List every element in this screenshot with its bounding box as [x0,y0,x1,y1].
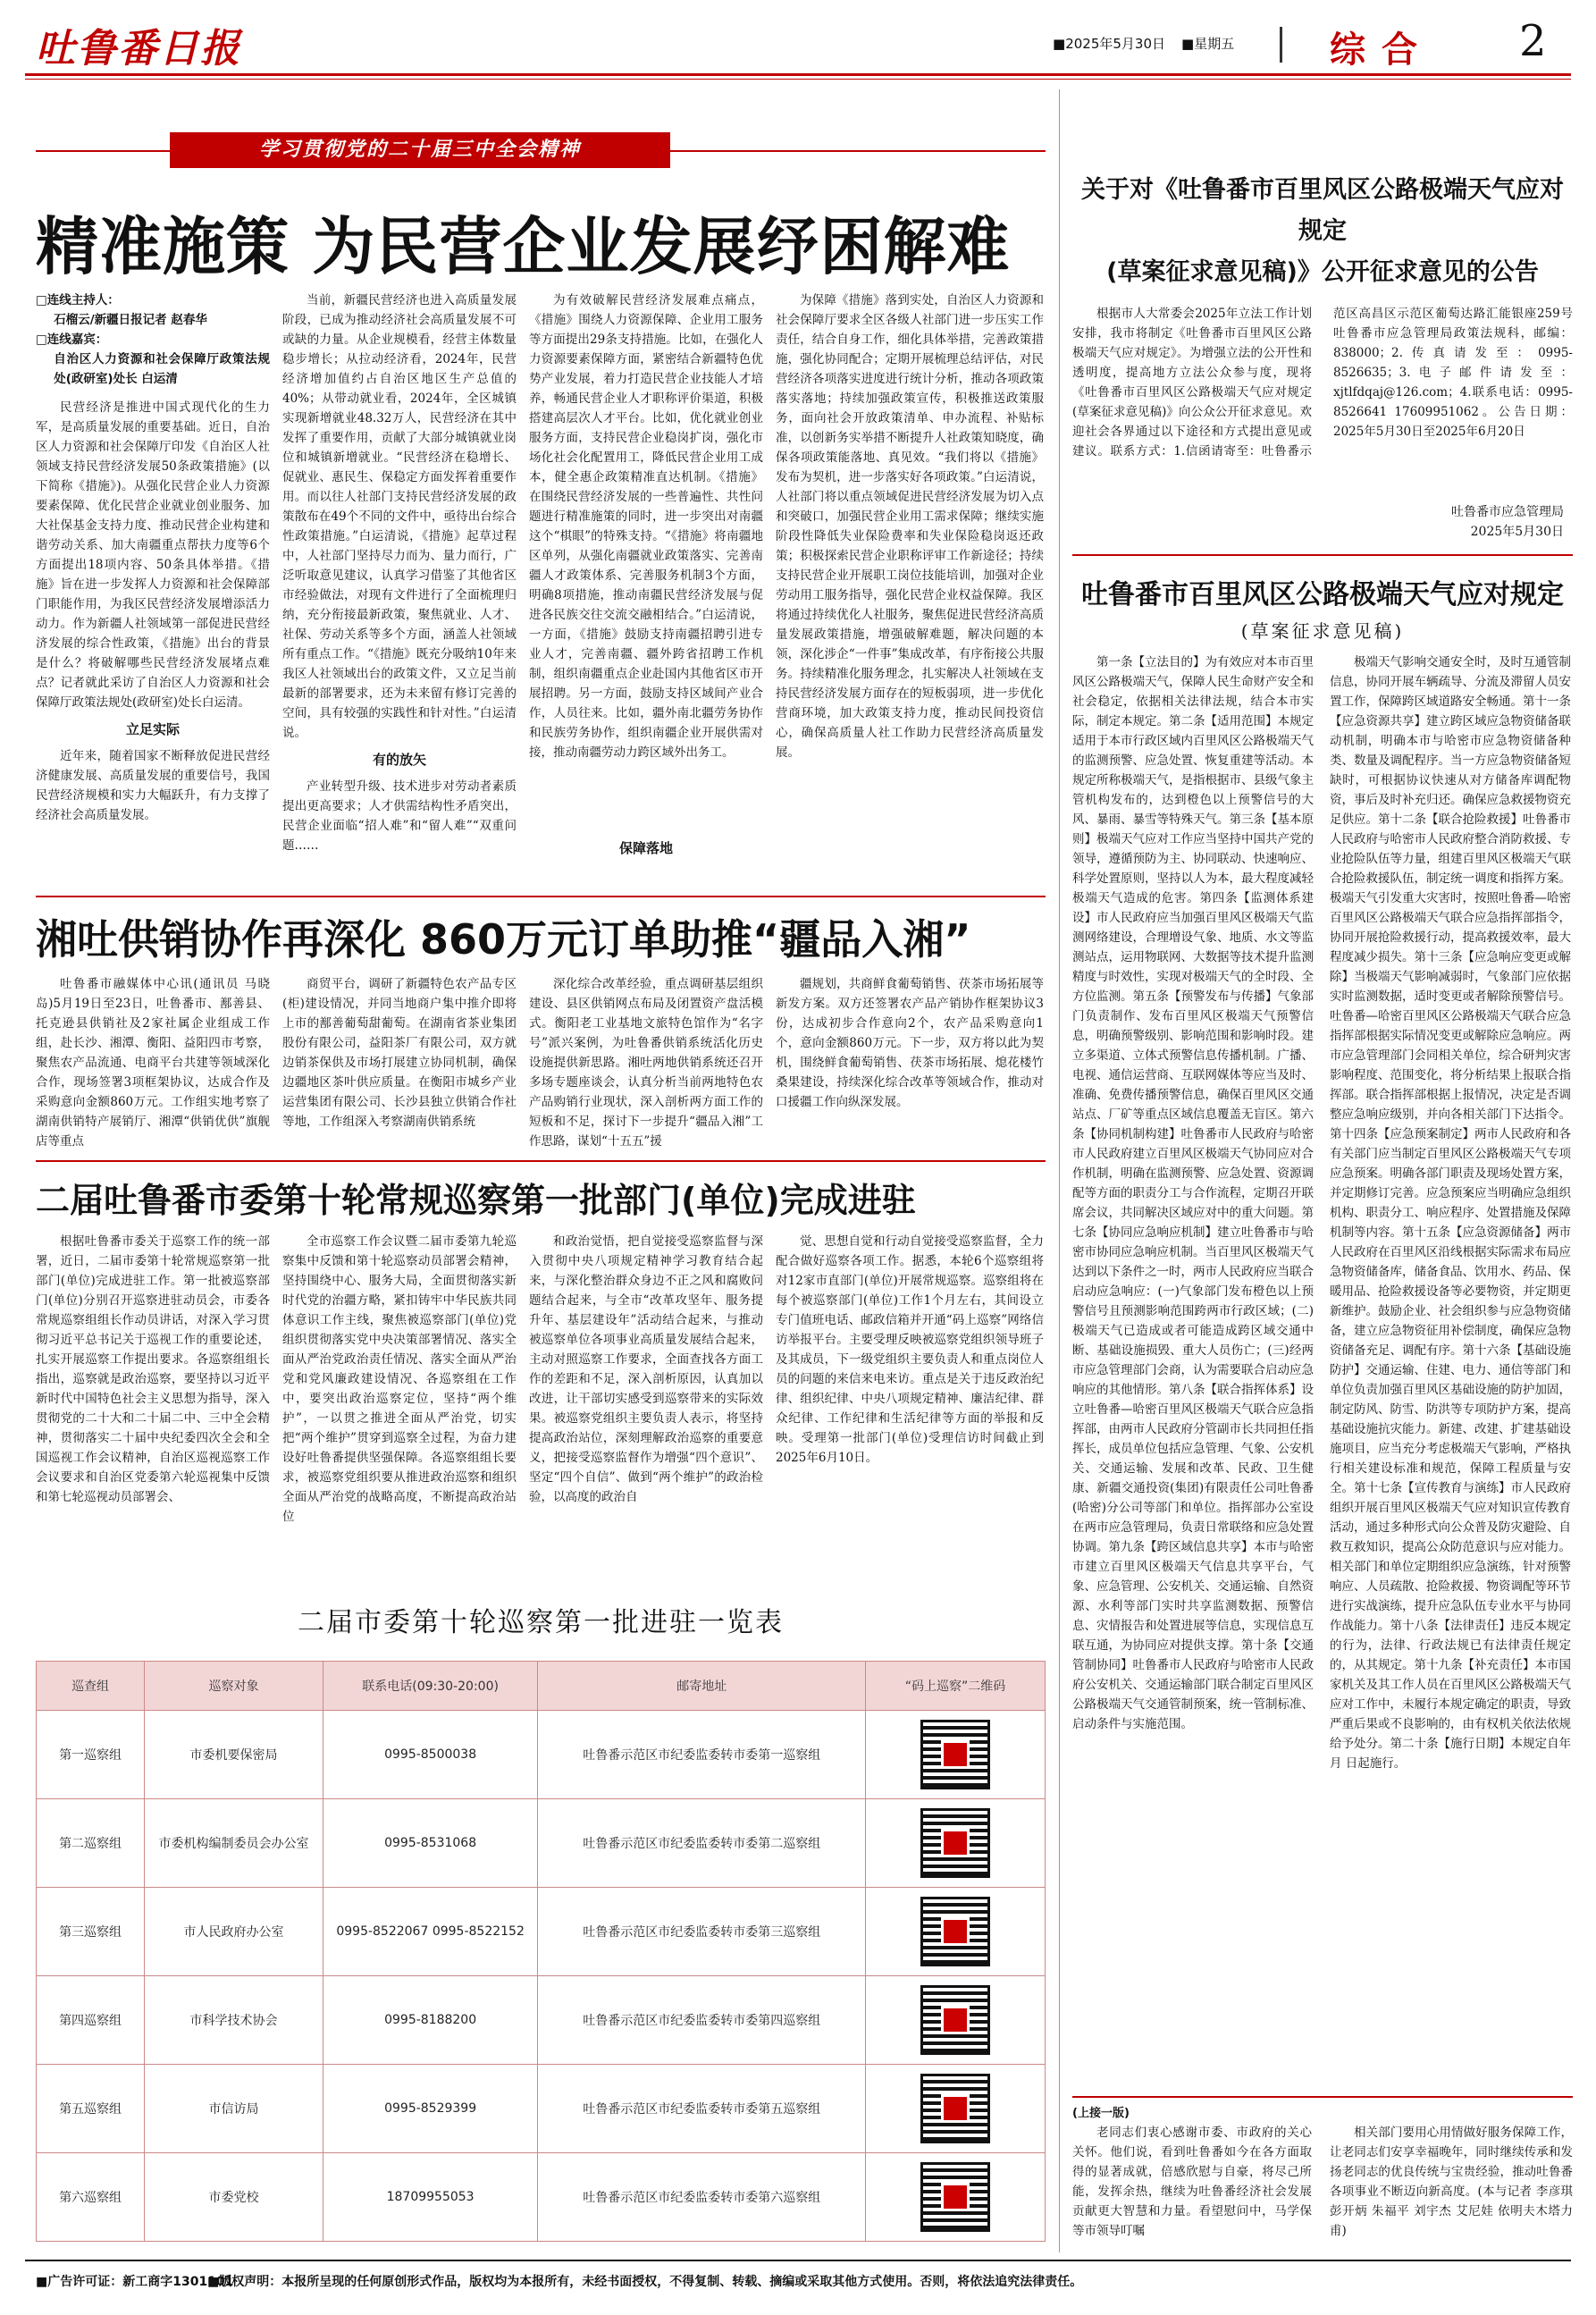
th-address: 邮寄地址 [538,1662,866,1711]
article-1-headline: 精准施策 为民营企业发展纾困解难 [36,210,1011,283]
newspaper-logo: 吐鲁番日报 [36,26,241,72]
inspection-table [36,1661,1046,2242]
notice-divider [1072,554,1573,556]
continued-text-2: 相关部门要用心用情做好服务保障工作，让老同志们安享幸福晚年，同时继续传承和发扬老同志的优良传统与宝贵经验，推动吐鲁番各项事业不断迈向新高度。(本与记者 李彦琪 彭开炳 朱福平 刘宇杰 艾尼娃 依明夫木塔力甫) [1330,2126,1573,2238]
article-2-text-4: 疆规划，共商鲜食葡萄销售、茯茶市场拓展等新发方案。双方还签署农产品产销协作框架协议3份，达成初步合作意向2个，农产品采购意向1个，意向金额860万元。下一步，双方将以此为契机，围绕鲜食葡萄销售、茯茶市场拓展、熄花楼竹桑果建设，持续深化综合改革等领域合作，推动对口援疆工作向纵深发展。 [776,977,1044,1109]
section-name: 综合 [1330,29,1433,71]
notice-signer: 吐鲁番市应急管理局 2025年5月30日 [1451,505,1564,539]
continued-col-1 [1072,2123,1312,2248]
table-title: 二届市委第十轮巡察第一批进驻一览表 [298,1607,784,1638]
cell-target: 市人民政府办公室 [145,1888,323,1976]
cell-address: 吐鲁番示范区市纪委监委转市委第二巡察组 [538,1799,866,1888]
cell-group: 第五巡察组 [37,2065,145,2153]
article-2-text-2: 商贸平台，调研了新疆特色农产品专区(柜)建设情况，并同当地商户集中推介即将上市的鄯善葡萄甜葡萄。在湖南省茶业集团股份有限公司，益阳茶厂有限公司，双方就边销茶保供及市场打展建立协同机制，确保边疆地区茶叶供应质量。在衡阳市城乡产业运营集团有限公司、长沙县独立供销合作社等地，工作组深入考察湖南供销系统 [282,977,517,1129]
cell-group: 第四巡察组 [37,1976,145,2065]
table-row [37,1976,1046,2065]
article-2-col-2 [282,974,517,1153]
article-3-headline: 二届吐鲁番市委第十轮常规巡察第一批部门(单位)完成进驻 [36,1181,916,1220]
section-divider-2 [36,1160,1046,1162]
article-1-col-3 [529,290,763,854]
cell-qr [866,1799,1046,1888]
table-row [37,1711,1046,1799]
article-1-col-1 [36,290,270,854]
cell-phone: 0995-8188200 [323,1976,538,2065]
masthead-rule [25,73,1571,76]
continued-label: (上接一版) [1072,2107,1130,2120]
th-phone: 联系电话(09:30-20:00) [323,1662,538,1711]
banner-rule-right [670,150,1046,152]
continued-col-2 [1330,2123,1573,2248]
article-2-col-3 [529,974,763,1153]
article-3-col-2 [282,1232,517,1536]
article-3-text-2: 全市巡察工作会议暨二届市委第九轮巡察集中反馈和第十轮巡察动员部署会精神，坚持围绕中心、服务大局，全面贯彻落实新时代党的治疆方略，紧扣铸牢中华民族共同体意识工作主线，聚焦被巡察部门(单位)党组织贯彻落实党中央决策部署情况、落实全面从严治党政治责任情况、落实全面从严治党和党风廉政建设情况、各巡察组在工作中，要突出政治巡察定位，坚持“两个维护”，一以贯之推进全面从严治党，切实把“两个维护”贯穿到巡察全过程，为奋力建设好吐鲁番提供坚强保障。各巡察组组长要求，被巡察党组织要从推进政治巡察和组织全面从严治党的战略高度，不断提高政治站位 [282,1234,517,1524]
article-1-text-3: 为有效破解民营经济发展难点痛点，《措施》围绕人力资源保障、企业用工服务等方面提出29条支持措施。比如，在强化人力资源要素保障方面，紧密结合新疆特色优势产业发展，着力打造民营企业技能人才培养，畅通民营企业人才职称评价渠道，积极搭建高层次人才平台。比如，优化就业创业服务方面，支持民营企业稳岗扩岗，强化市场化社会化配置用工，降低民营企业用工成本，健全惠企政策精准直达机制。《措施》在围绕民营经济发展的一些普遍性、共性问题进行精准施策的同时，进一步突出对南疆这个“棋眼”的特殊支持。“《措施》将南疆地区单列，从强化南疆就业政策落实、完善南疆人才政策体系、完善服务机制3个方面，明确8项措施，推动南疆民营经济发展与促进各民族交往交流交融相结合。”白运清说，一方面，《措施》鼓励支持南疆招聘引进专业人才，完善南疆、疆外跨省招聘工作机制，组织南疆重点企业赴国内其他省区市开展招聘。另一方面，鼓励支持区域间产业合作，人员往来。比如，疆外南北疆劳务协作和民族劳务协作，组织南疆企业开展供需对接，推动南疆劳动力跨区域外出务工。 [529,293,763,760]
cell-phone: 0995-8529399 [323,2065,538,2153]
article-1-col-2 [282,290,517,854]
regulation-col-1 [1072,652,1314,2190]
article-1-text-1: 民营经济是推进中国式现代化的生力军，是高质量发展的重要基础。近日，自治区人力资源和社会保障厅印发《自治区人社领域支持民营经济发展50条政策措施》(以下简称《措施》)。从强化民营企业人力资源要素保障、优化民营企业就业创业服务、加大社保基金支持力度、推动民营企业构建和谐劳动关系、加大南疆重点帮扶力度等6个方面提出18项内容、50条具体举措。《措施》旨在进一步发挥人力资源和社会保障部门职能作用，为我区民营经济发展增添活力动力。作为新疆人社领域第一部促进民营经济发展的综合性政策，《措施》出台的背景是什么？将破解哪些民营经济发展堵点难点？记者就此采访了自治区人力资源和社会保障厅政策法规处(政研室)处长白运清。 [36,400,270,710]
article-3-text-4: 觉、思想自觉和行动自觉接受巡察监督，全力配合做好巡察各项工作。据悉，本轮6个巡察组将对12家市直部门(单位)开展常规巡察。巡察组将在每个被巡察部门(单位)工作1个月左右，其间设立专门值班电话、邮政信箱并开通“码上巡察”网络信访举报平台。主要受理反映被巡察党组织领导班子及其成员，下一级党组织主要负责人和重点岗位人员的问题的来信来电来访。重点是关于违反政治纪律、组织纪律、中央八项规定精神、廉洁纪律、群众纪律、工作纪律和生活纪律等方面的举报和反映。受理第一批部门(单位)受理信访时间截止到2025年6月10日。 [776,1234,1044,1465]
notice-title: 关于对《吐鲁番市百里风区公路极端天气应对规定 (草案征求意见稿)》公开征求意见的公告 [1081,176,1564,286]
cell-target: 市科学技术协会 [145,1976,323,2065]
section-divider-1 [36,896,1046,897]
guest-name: 自治区人力资源和社会保障厅政策法规处(政研室)处长 白运清 [54,352,270,386]
cell-target: 市委党校 [145,2153,323,2242]
cell-address: 吐鲁番示范区市纪委监委转市委第六巡察组 [538,2153,866,2242]
cell-group: 第一巡察组 [37,1711,145,1799]
subhead-3: 保障落地 [618,840,673,856]
qr-code-icon[interactable] [920,1985,990,2055]
cell-address: 吐鲁番示范区市纪委监委转市委第四巡察组 [538,1976,866,2065]
article-1-text-2: 当前，新疆民营经济也进入高质量发展阶段，已成为推动经济社会高质量发展不可或缺的力量。从企业规模看，经营主体数量稳步增长；从拉动经济看，2024年，民营经济增加值约占自治区地区生产总值的40%；从带动就业看，2024年，全区城镇实现新增就业48.32万人，民营经济在其中发挥了重要作用，贡献了大部分城镇就业岗位和城镇新增就业。“民营经济在稳增长、促就业、惠民生、保稳定方面发挥着重要作用。而以往人社部门支持民营经济发展的政策散布在49个不同的文件中，亟待出台综合性政策措施。”白运清说，《措施》起草过程中，人社部门坚持尽力而为、量力而行，广泛听取意见建议，认真学习借鉴了其他省区市经验做法，对现有文件进行了全面梳理归纳，充分衔接最新政策，聚焦就业、人才、社保、劳动关系等多个方面，涵盖人社领域所有重点工作。“《措施》既充分吸纳10年来我区人社领域出台的政策文件，又立足当前最新的部署要求，还为未来留有修订完善的空间，具有较强的实践性和针对性。”白运清说。 [282,293,517,740]
article-1-text-1b: 近年来，随着国家不断释放促进民营经济健康发展、高质量发展的重要信号，我国民营经济规模和实力大幅跃升，有力支撑了经济社会高质量发展。 [36,749,270,822]
th-group: 巡查组 [37,1662,145,1711]
footer-copyright: ■版权声明：本报所呈现的任何原创形式作品，版权均为本报所有，未经书面授权，不得复制、转载、摘编或采取其他方式使用。否则，将依法追究法律责任。 [207,2275,1083,2289]
article-3-text-1: 根据吐鲁番市委关于巡察工作的统一部署，近日，二届市委第十轮常规巡察第一批部门(单位)完成进驻工作。第一批被巡察部门(单位)分别召开巡察进驻动员会，市委各常规巡察组组长作动员讲话，对深入学习贯彻习近平总书记关于巡视工作的重要论述，扎实开展巡察工作提出要求。各巡察组组长指出，巡察就是政治巡察，要坚持以习近平新时代中国特色社会主义思想为指导，深入贯彻党的二十大和二十届二中、三中全会精神，贯彻落实二十届中央纪委四次全会和全国巡视工作会议精神，自治区巡视巡察工作会议要求和自治区党委第六轮巡视集中反馈和第七轮巡视动员部署会、 [36,1234,270,1504]
masthead-rule-thin [25,79,1571,80]
cell-phone: 0995-8531068 [323,1799,538,1888]
cell-address: 吐鲁番示范区市纪委监委转市委第五巡察组 [538,2065,866,2153]
qr-code-icon[interactable] [920,1720,990,1789]
cell-phone: 0995-8522067 0995-8522152 [323,1888,538,1976]
footer-license: ■广告许可证：新工商字1301101 [36,2275,234,2289]
th-target: 巡察对象 [145,1662,323,1711]
continued-box [1072,2096,1573,2250]
campaign-banner: 学习贯彻党的二十届三中全会精神 [170,132,670,168]
table-row [37,1799,1046,1888]
cell-phone: 18709955053 [323,2153,538,2242]
cell-group: 第三巡察组 [37,1888,145,1976]
table-header-row [37,1662,1046,1711]
article-2-headline: 湘吐供销协作再深化 860万元订单助推“疆品入湘” [36,915,971,964]
cell-group: 第二巡察组 [37,1799,145,1888]
article-1-col-4 [776,290,1044,854]
article-3-col-1 [36,1232,270,1536]
notice-text: 根据市人大常委会2025年立法工作计划安排，我市将制定《吐鲁番市百里风区公路极端天气应对规定》。为增强立法的公开性和透明度，提高地方立法公众参与度，现将《吐鲁番市百里风区公路极端天气应对规定(草案征求意见稿)》向公众公开征求意见。欢迎社会各界通过以下途径和方式提出意见或建议。联系方式：1.信函请寄至：吐鲁番示范区高昌区示范区葡萄达路汇能银座259号吐鲁番市应急管理局政策法规科，邮编：838000；2.传真请发至：0995-8526635；3.电子邮件请发至：xjtlfdqaj@126.com；4.联系电话：0995-8526641 17609951062。公告日期：2025年5月30日至2025年6月20日 [1072,307,1573,459]
regulation-col-2 [1330,652,1571,2092]
page-number: 2 [1519,16,1547,66]
qr-code-icon[interactable] [920,1808,990,1878]
article-3-col-3 [529,1232,763,1536]
table-row [37,1888,1046,1976]
cell-qr [866,1711,1046,1799]
host-name: 石榴云/新疆日报记者 赵春华 [54,313,207,327]
article-2-col-4 [776,974,1044,1153]
cell-phone: 0995-8500038 [323,1711,538,1799]
cell-address: 吐鲁番示范区市纪委监委转市委第一巡察组 [538,1711,866,1799]
regulation-title: 吐鲁番市百里风区公路极端天气应对规定 [1081,579,1564,610]
th-qr: “码上巡察”二维码 [866,1662,1046,1711]
continued-text-1: 老同志们衷心感谢市委、市政府的关心关怀。他们说，看到吐鲁番如今在各方面取得的显著成就，倍感欣慰与自豪，将尽己所能，发挥余热，继续为吐鲁番经济社会发展贡献更大智慧和力量。看望慰问中，马学保等市领导叮嘱 [1072,2126,1312,2238]
masthead [0,0,1596,72]
qr-code-icon[interactable] [920,1897,990,1966]
footer-rule [25,2260,1571,2261]
cell-target: 市信访局 [145,2065,323,2153]
regulation-text-1: 第一条【立法目的】为有效应对本市百里风区公路极端天气，保障人民生命财产安全和社会稳定，依据相关法律法规，结合本市实际，制定本规定。第二条【适用范围】本规定适用于本市行政区域内百里风区公路极端天气的监测预警、应急处置、恢复重建等活动。本规定所称极端天气，是指根据市、县级气象主管机构发布的，达到橙色以上预警信号的大风、暴雨、暴雪等特殊天气。第三条【基本原则】极端天气应对工作应当坚持中国共产党的领导，遵循预防为主、协同联动、快速响应、科学处置原则，坚持以人为本，最大程度减轻极端天气造成的危害。第四条【监测体系建设】市人民政府应当加强百里风区极端天气监测网络建设，合理增设气象、地质、水文等监测站点，运用物联网、大数据等技术提升监测精度与时效性，实现对极端天气的全时段、全方位监测。第五条【预警发布与传播】气象部门负责制作、发布百里风区极端天气预警信息，明确预警级别、影响范围和影响时段。建立多渠道、立体式预警信息传播机制。广播、电视、通信运营商、互联网媒体等应当及时、准确、免费传播预警信息，确保百里风区交通站点、厂矿等重点区域信息覆盖无盲区。第六条【协同机制构建】吐鲁番市人民政府与哈密市人民政府建立百里风区极端天气协同应对合作机制，明确在监测预警、应急处置、资源调配等方面的职责分工与合作流程，定期召开联席会议，共同解决区域应对中的重大问题。第七条【协同应急响应机制】建立吐鲁番市与哈密市协同应急响应机制。当百里风区极端天气达到以下条件之一时，两市人民政府应当联合启动应急响应：(一)气象部门发布橙色以上预警信号且预测影响范围跨两市行政区域；(二)极端天气已造成或者可能造成跨区域交通中断、基础设施损毁、重大人员伤亡；(三)经两市应急管理部门会商，认为需要联合启动应急响应的其他情形。第八条【联合指挥体系】设立吐鲁番—哈密百里风区极端天气联合应急指挥部，由两市人民政府分管副市长共同担任指挥长，成员单位包括应急管理、气象、公安机关、交通运输、发展和改革、民政、卫生健康、新疆交通投资(集团)有限责任公司吐鲁番(哈密)分公司等部门和单位。指挥部办公室设在两市应急管理局，负责日常联络和应急处置协调。第九条【跨区域信息共享】本市与哈密市建立百里风区极端天气信息共享平台，气象、应急管理、公安机关、交通运输、自然资源、水利等部门实时共享监测数据、预警信息、灾情报告和处置进展等信息，实现信息互联互通，为协同应对提供支撑。第十条【交通管制协同】吐鲁番市人民政府与哈密市人民政府公安机关、交通运输部门联合制定百里风区公路极端天气交通管制预案，统一管制标准、启动条件与实施范围。 [1072,655,1314,1731]
cell-group: 第六巡察组 [37,2153,145,2242]
issue-weekday: ■星期五 [1181,36,1235,52]
subhead-2: 有的放矢 [372,752,426,768]
cell-qr [866,1976,1046,2065]
qr-code-icon[interactable] [920,2162,990,2232]
regulation-subtitle: (草案征求意见稿) [1240,620,1405,642]
article-2-text-1: 吐鲁番市融媒体中心讯(通讯员 马晓岛)5月19日至23日，吐鲁番市、鄯善县、托克逊县供销社及2家社属企业组成工作组，赴长沙、湘潭、衡阳、益阳四市考察，聚焦农产品流通、电商平台共建等领域深化合作，现场签署3项框架协议，达成合作及采购意向金额860万元。工作组实地考察了湖南供销特产展销厅、湘潭“供销优供”旗舰店等重点 [36,977,270,1149]
cell-address: 吐鲁番示范区市纪委监委转市委第三巡察组 [538,1888,866,1976]
qr-code-icon[interactable] [920,2074,990,2143]
cell-qr [866,2153,1046,2242]
subhead-1: 立足实际 [125,721,180,737]
article-3-text-3: 和政治觉悟，把自觉接受巡察监督与深入贯彻中央八项规定精神学习教育结合起来，与深化整治群众身边不正之风和腐败问题结合起来，与全市“改革攻坚年、服务提升年、基层建设年”活动结合起来，与推动被巡察单位各项事业高质量发展结合起来，主动对照巡察工作要求，全面查找各方面工作的差距和不足，深入剖析原因，认真加以改进，让干部切实感受到巡察带来的实际效果。被巡察党组织主要负责人表示，将坚持提高政治站位，深刻理解政治巡察的重要意义，把接受巡察监督作为增强“四个意识”、坚定“四个自信”、做到“两个维护”的政治检验，以高度的政治自 [529,1234,763,1504]
table-row [37,2153,1046,2242]
masthead-divider [1280,27,1282,63]
regulation-text-2: 极端天气影响交通安全时，及时互通管制信息，协同开展车辆疏导、分流及滞留人员安置工作，保障跨区域道路安全畅通。第十一条【应急资源共享】建立跨区域应急物资储备联动机制，明确本市与哈密市应急物资储备种类、数量及调配程序。当一方应急物资储备短缺时，可根据协议快速从对方储备库调配物资，事后及时补充归还。确保应急救援物资充足供应。第十二条【联合抢险救援】吐鲁番市人民政府与哈密市人民政府整合消防救援、专业抢险队伍等力量，组建百里风区极端天气联合抢险救援队伍，制定统一调度和指挥方案。极端天气引发重大灾害时，按照吐鲁番—哈密百里风区公路极端天气联合应急指挥部指令，协同开展抢险救援行动，提高救援效率，最大程度减少损失。第十三条【应急响应变更或解除】当极端天气影响减弱时，气象部门应依据实时监测数据，适时变更或者解除预警信号。吐鲁番—哈密百里风区公路极端天气联合应急指挥部根据实际情况变更或解除应急响应。两市应急管理部门会同相关单位，综合研判灾害影响程度、范围变化，将分析结果上报联合指挥部。联合指挥部根据上报情况，决定是否调整应急响应级别，并向各相关部门下达指令。第十四条【应急预案制定】两市人民政府和各有关部门应当制定百里风区公路极端天气专项应急预案。明确各部门职责及现场处置方案，并定期修订完善。应急预案应当明确应急组织机构、职责分工、响应程序、处置措施及保障机制等内容。第十五条【应急资源储备】两市人民政府在百里风区沿线根据实际需求布局应急物资储备库，储备食品、饮用水、药品、保暖用品、抢险救援设备等必要物资，并定期更新维护。鼓励企业、社会组织参与应急物资储备，建立应急物资征用补偿制度，确保应急物资储备充足、调配有序。第十六条【基础设施防护】交通运输、住建、电力、通信等部门和单位负责加强百里风区基础设施的防护加固，制定防风、防雪、防洪等专项防护方案，提高基础设施抗灾能力。新建、改建、扩建基础设施项目，应当充分考虑极端天气影响，严格执行相关建设标准和规范，保障工程质量与安全。第十七条【宣传教育与演练】市人民政府组织开展百里风区极端天气应对知识宣传教育活动，通过多种形式向公众普及防灾避险、自救互救知识，提高公众防范意识与应对能力。相关部门和单位定期组织应急演练，针对预警响应、人员疏散、抢险救援、物资调配等环节进行实战演练，提升应急队伍专业水平与协同作战能力。第十八条【法律责任】违反本规定的行为，法律、行政法规已有法律责任规定的，从其规定。第十九条【补充责任】本市国家机关及其工作人员在百里风区公路极端天气应对工作中，未履行本规定确定的职责，导致严重后果或不良影响的，由有权机关依法依规给予处分。第二十条【施行日期】本规定自年 月 日起施行。 [1330,655,1571,1771]
table-row [37,2065,1046,2153]
cell-target: 市委机要保密局 [145,1711,323,1799]
cell-qr [866,1888,1046,1976]
banner-rule-left [36,150,170,152]
notice-body [1072,304,1573,493]
right-column-rule [1059,89,1060,2252]
cell-qr [866,2065,1046,2153]
article-2-col-1 [36,974,270,1153]
issue-date: ■2025年5月30日 [1053,36,1165,52]
guest-label: □连线嘉宾： [36,333,108,347]
article-3-col-4 [776,1232,1044,1536]
article-1-text-4: 为保障《措施》落到实处，自治区人力资源和社会保障厅要求全区各级人社部门进一步压实工作责任，结合自身工作，细化具体举措，完善政策措施，强化协同配合；定期开展梳理总结评估，对民营经济各项落实进度进行统计分析，推动各项政策落实落地；持续加强政策宣传，积极推送政策服务，面向社会开放政策清单、申办流程、补贴标准，以创新务实举措不断提升人社政策知晓度，确保各项政策能落地、真见效。“我们将以《措施》发布为契机，进一步落实好各项政策。”白运清说，人社部门将以重点领域促进民营经济发展为切入点和突破口，加强民营企业用工需求保障；继续实施阶段性降低失业保险费率和失业保险稳岗返还政策；积极探索民营企业职称评审工作新途径；持续支持民营企业开展职工岗位技能培训，加强对企业劳动用工服务指导，强化民营企业权益保障。我区将通过持续优化人社服务，聚焦促进民营经济高质量发展政策措施，增强破解难题，解决问题的本领，深化涉企“一件事”集成改革，有序衔接公共服务。持续精准化服务理念，扎实解决人社领域在支持民营经济发展方面存在的短板弱项，进一步优化营商环境，加大政策支持力度，推动民间投资信心，确保高质量人社工作助力民营经济高质量发展。 [776,293,1044,760]
article-2-text-3: 深化综合改革经验，重点调研基层组织建设、县区供销网点布局及闭置资产盘活模式。衡阳老工业基地文旅特色馆作为“名字号”派兴案例，为吐鲁番供销系统活化历史设施提供新思路。湘吐两地供销系统还召开多场专题座谈会，认真分析当前两地特色农产品购销行业现状，深入剖析两方面工作的短板和不足，探讨下一步提升“疆品入湘”工作思路，谋划“十五五”援 [529,977,763,1149]
cell-target: 市委机构编制委员会办公室 [145,1799,323,1888]
host-label: □连线主持人： [36,293,120,307]
article-1-text-2b: 产业转型升级、技术进步对劳动者素质提出更高要求；人才供需结构性矛盾突出，民营企业面临“招人难”和“留人难”“双重问题…… [282,779,517,853]
